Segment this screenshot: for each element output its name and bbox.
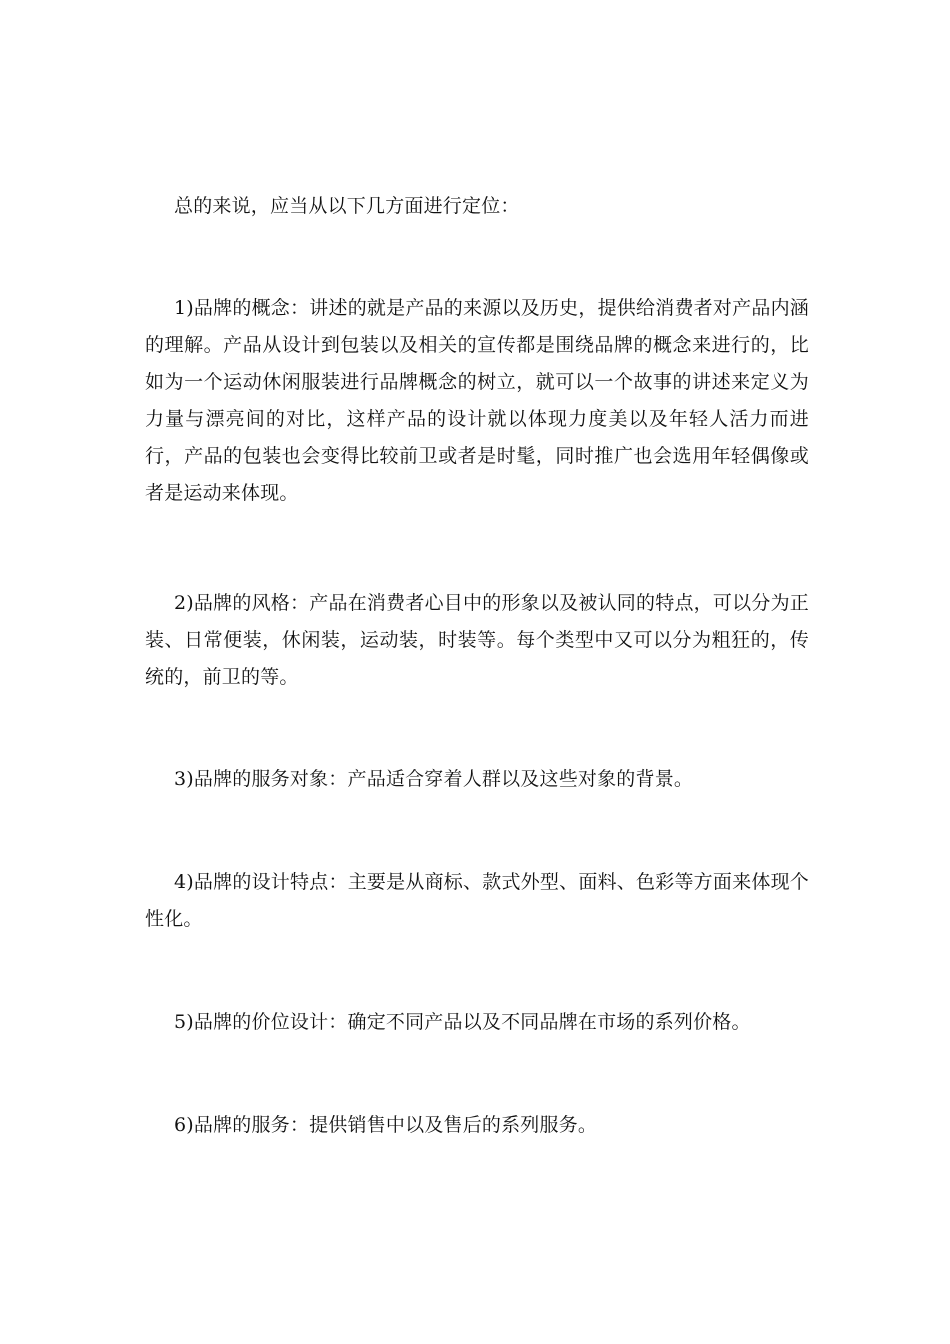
brand-style-paragraph: 2)品牌的风格：产品在消费者心目中的形象以及被认同的特点，可以分为正装、日常便装，休闲装，运动装，时装等。每个类型中又可以分为粗狂的，传统的，前卫的等。 xyxy=(145,592,809,688)
brand-target-audience-paragraph: 3)品牌的服务对象：产品适合穿着人群以及这些对象的背景。 xyxy=(174,768,694,790)
brand-service-paragraph: 6)品牌的服务：提供销售中以及售后的系列服务。 xyxy=(174,1114,598,1136)
brand-pricing-paragraph: 5)品牌的价位设计：确定不同产品以及不同品牌在市场的系列价格。 xyxy=(174,1011,751,1033)
intro-paragraph: 总的来说，应当从以下几方面进行定位： xyxy=(174,195,520,217)
brand-design-features-paragraph: 4)品牌的设计特点：主要是从商标、款式外型、面料、色彩等方面来体现个性化。 xyxy=(145,871,809,930)
brand-concept-paragraph: 1)品牌的概念：讲述的就是产品的来源以及历史，提供给消费者对产品内涵的理解。产品从设计到包装以及相关的宣传都是围绕品牌的概念来进行的，比如为一个运动休闲服装进行品牌概念的树立，就可以一个故事的讲述来定义为力量与漂亮间的对比，这样产品的设计就以体现力度美以及年轻人活力而进行，产品的包装也会变得比较前卫或者是时髦，同时推广也会选用年轻偶像或者是运动来体现。 xyxy=(145,297,809,504)
